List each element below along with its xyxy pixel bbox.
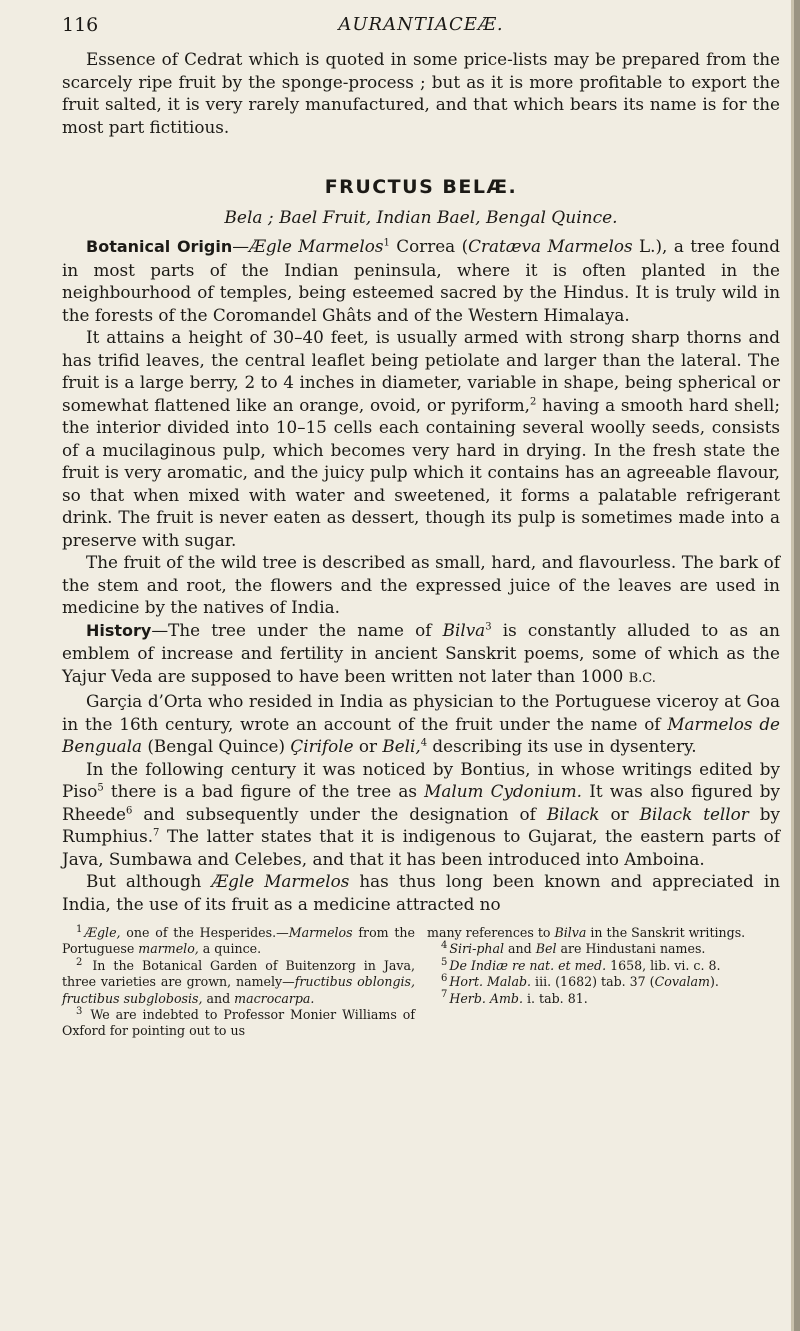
- term: Marmelos de Benguala: [62, 713, 780, 756]
- footnote-ref: 6: [125, 804, 133, 816]
- footnote: [62, 958, 415, 1007]
- footnote: [427, 974, 780, 990]
- footnote-text: 1658, lib. vi. c. 8.: [606, 957, 721, 973]
- footnote-text: and: [202, 990, 235, 1006]
- footnote: [427, 925, 780, 941]
- footnote-text: Herb. Amb.: [449, 990, 524, 1006]
- term: Malum Cydonium.: [424, 781, 583, 801]
- term: Bilva: [442, 619, 486, 640]
- footnote-text: Siri-phal: [449, 941, 505, 957]
- footnote-ref: 1: [383, 237, 390, 249]
- footnote: [427, 941, 780, 957]
- intro-paragraph: Essence of Cedrat which is quoted in some price-lists may be prepared from the scarcely ripe fruit by the sponge-process ; but as it is more profitable to export the fruit salted, it is very rarely manufactured, and that which bears its name is for the most part fictitious.: [62, 49, 780, 137]
- footnote-text: Covalam: [654, 974, 710, 990]
- botanical-text: L.), a tree found in most parts of the Indian peninsula, where it is often planted in the neighbourhood of temples, being esteemed sacred by the Hindus. It is truly wild in the forests of the Coromandel Ghâts and of the Western Himalaya.: [62, 236, 780, 325]
- page-edge: [794, 0, 800, 1331]
- text-run: (Bengal Quince): [142, 736, 291, 756]
- footnote-text: and: [504, 941, 536, 957]
- text-run: there is a bad figure of the tree as: [103, 781, 425, 801]
- footnote: [62, 925, 415, 958]
- footnote-number: 3: [76, 1005, 83, 1017]
- text-run: Garçia d’Orta who resided in India as physician to the Portuguese viceroy at Goa in the 16th century, wrote an account of the fruit under the name of: [62, 691, 780, 734]
- text-run: But although: [86, 871, 212, 891]
- synonym-name: Cratæva Marmelos: [468, 236, 633, 256]
- term: Bilack tellor: [639, 803, 749, 824]
- text-run: has thus long been known and appreciated in India, the use of its fruit as a medicine attracted no: [62, 871, 781, 914]
- history-paragraph-3: [62, 758, 780, 871]
- footnote: [427, 991, 780, 1007]
- footnote-text: are Hindustani names.: [556, 941, 706, 957]
- history-paragraph-2: [62, 690, 780, 758]
- footnote-text: Marmelos: [288, 925, 353, 940]
- history-label: History: [86, 620, 152, 640]
- footnote-number: 5: [441, 956, 448, 968]
- running-title: AURANTIACEÆ.: [338, 14, 504, 35]
- text-run: or: [599, 803, 640, 824]
- footnote-text: one of the Hesperides.—: [120, 925, 289, 940]
- botanical-origin-paragraph: [62, 235, 780, 326]
- text-run: It attains a height of 30–40 feet, is usually armed with strong sharp thorns and has trifid leaves, the central leaflet being petiolate and larger than the lateral. The fruit is a large berry, 2 to 4 inches in diameter, variable in shape, being spherical or somewhat flattened like an orange, ovoid, or pyriform,: [62, 327, 780, 415]
- dash: —: [232, 236, 250, 256]
- text-run: having a smooth hard shell; the interior divided into 10–15 cells each containing several woolly seeds, consists of a mucilaginous pulp, which becomes very hard in drying. In the fresh state the fruit is very aromatic, and the juicy pulp which it contains has an agreeable flavour, so that when mixed with water and sweetened, it forms a palatable refrigerant drink. The fruit is never eaten as dessert, though its pulp is sometimes made into a preserve with sugar.: [62, 394, 780, 550]
- footnote-text: marmelo,: [138, 941, 199, 957]
- footnote: [62, 1007, 415, 1040]
- footnote-text: We are indebted to Professor Monier Williams of Oxford for pointing out to us: [62, 1007, 415, 1039]
- footnote-ref: 3: [485, 620, 492, 632]
- description-paragraph-1: [62, 326, 780, 551]
- book-page: [62, 8, 780, 1040]
- term: Ægle Marmelos: [211, 871, 350, 891]
- footnote-ref: 7: [153, 827, 160, 839]
- footnote: [427, 958, 780, 974]
- footnote-text: iii. (1682) tab. 37 (: [531, 974, 655, 990]
- section-synonyms: Bela ; Bael Fruit, Indian Bael, Bengal Quince.: [224, 207, 618, 228]
- text-run: by Rumphius.: [62, 803, 780, 846]
- dash: —: [151, 619, 169, 640]
- page-number: 116: [62, 14, 99, 36]
- footnote-number: 2: [76, 956, 83, 968]
- footnote-ref: 2: [529, 395, 537, 407]
- term: Beli,: [382, 736, 421, 756]
- species-name: Ægle Marmelos: [249, 236, 384, 256]
- history-paragraph-1: [62, 619, 780, 691]
- text-run: is constantly alluded to as an emblem of increase and fertility in ancient Sanskrit poems, some of which as the Yajur Veda are supposed to have been written not later than 1000: [62, 619, 780, 686]
- footnote-ref: 4: [420, 737, 428, 749]
- footnote-text: Hort. Malab.: [449, 974, 532, 990]
- footnotes-left-column: [62, 925, 415, 1040]
- text-run: The latter states that it is indigenous to Gujarat, the eastern parts of Java, Sumbawa and Celebes, and that it has been introduced into Amboina.: [62, 826, 780, 869]
- text-run: and subsequently under the designation of: [132, 803, 547, 824]
- footnote-text: Bel: [535, 941, 557, 957]
- footnote-number: 7: [441, 989, 448, 1001]
- era: B.C.: [628, 670, 656, 686]
- botanical-origin-label: Botanical Origin: [86, 237, 233, 256]
- text-run: It was also figured by Rheede: [62, 781, 780, 824]
- footnote-text: In the Botanical Garden of Buitenzorg in Java, three varieties are grown, namely—: [62, 957, 415, 990]
- text-run: or: [353, 736, 383, 756]
- footnote-ref: 5: [97, 782, 104, 794]
- footnote-text: Ægle,: [84, 925, 121, 940]
- footnote-text: in the Sanskrit writings.: [586, 925, 746, 940]
- footnote-text: De Indiæ re nat. et med.: [449, 957, 607, 973]
- history-paragraph-4: [62, 870, 780, 915]
- section-heading: FRUCTUS BELÆ.: [324, 176, 518, 198]
- authority: Correa (: [389, 236, 469, 256]
- text-run: In the following century it was noticed by Bontius, in whose writings edited by Piso: [62, 758, 780, 801]
- footnote-number: 6: [441, 973, 448, 985]
- footnote-text: Bilva: [554, 925, 587, 940]
- running-head: [62, 8, 780, 48]
- text-run: The tree under the name of: [168, 619, 443, 640]
- footnote-text: macrocarpa.: [234, 990, 315, 1006]
- text-run: describing its use in dysentery.: [427, 736, 697, 756]
- footnotes-right-column: [427, 925, 780, 1040]
- footnote-text: a quince.: [198, 941, 262, 957]
- footnotes: [62, 925, 780, 1040]
- footnote-text: i. tab. 81.: [523, 990, 588, 1006]
- footnote-text: fructibus oblongis, fructibus subglobosis,: [62, 974, 416, 1006]
- footnote-text: from the Portuguese: [62, 925, 415, 957]
- description-paragraph-2: The fruit of the wild tree is described as small, hard, and flavourless. The bark of the stem and root, the flowers and the expressed juice of the leaves are used in medicine by the natives of India.: [62, 552, 780, 617]
- footnote-number: 1: [76, 923, 83, 935]
- main-text: [62, 48, 780, 915]
- term: Çirifole: [290, 736, 354, 756]
- footnote-text: many references to: [427, 925, 555, 940]
- footnote-number: 4: [441, 940, 448, 952]
- term: Bilack: [546, 803, 600, 824]
- footnote-text: ).: [709, 974, 719, 990]
